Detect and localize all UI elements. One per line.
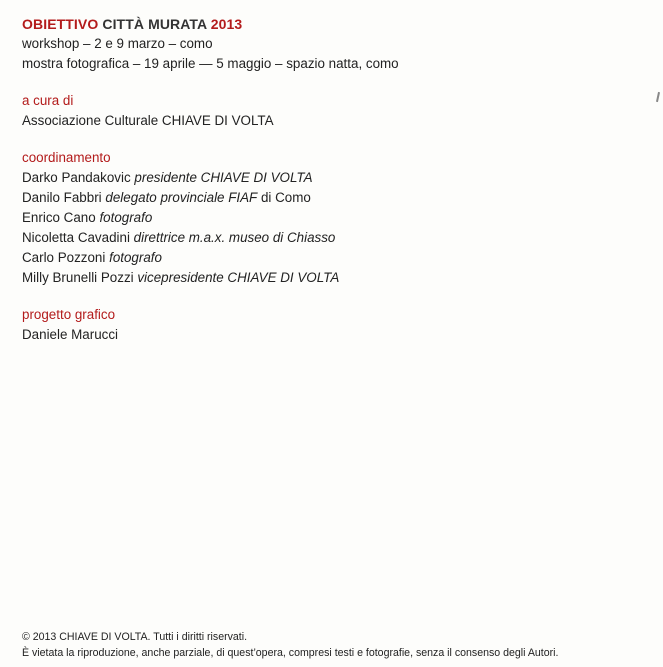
spacer bbox=[22, 74, 622, 91]
footer bbox=[22, 629, 652, 661]
coordinator-name: Danilo Fabbri bbox=[22, 190, 102, 205]
coordinator-role: fotografo bbox=[109, 250, 162, 265]
coordinator-row bbox=[22, 228, 622, 248]
coordinator-role: fotografo bbox=[99, 210, 153, 225]
coordinator-role: presidente CHIAVE DI VOLTA bbox=[134, 170, 313, 185]
spacer bbox=[22, 288, 622, 305]
coordinamento-label: coordinamento bbox=[22, 150, 111, 165]
coordinator-name: Darko Pandakovic bbox=[22, 170, 131, 185]
title-obiettivo: OBIETTIVO bbox=[22, 16, 99, 32]
coordinator-role: direttrice m.a.x. museo di Chiasso bbox=[133, 230, 336, 245]
copyright-notice: © 2013 CHIAVE DI VOLTA. Tutti i diritti riservati. bbox=[22, 631, 248, 643]
colophon-content bbox=[22, 14, 622, 345]
progetto-grafico-value: Daniele Marucci bbox=[22, 327, 119, 342]
event-title bbox=[22, 14, 622, 34]
coordinator-role: delegato provinciale FIAF bbox=[105, 190, 258, 205]
progetto-grafico-label: progetto grafico bbox=[22, 307, 116, 322]
scan-speck bbox=[656, 92, 660, 102]
coordinator-name: Carlo Pozzoni bbox=[22, 250, 106, 265]
workshop-dates: workshop – 2 e 9 marzo – como bbox=[22, 36, 213, 51]
coordinator-name: Milly Brunelli Pozzi bbox=[22, 270, 134, 285]
coordinator-row bbox=[22, 188, 622, 208]
coordinator-row bbox=[22, 248, 622, 268]
coordinator-row bbox=[22, 208, 622, 228]
exhibition-dates: mostra fotografica – 19 aprile — 5 maggio – spazio natta, como bbox=[22, 56, 399, 71]
coordinator-name: Nicoletta Cavadini bbox=[22, 230, 130, 245]
title-year: 2013 bbox=[210, 16, 243, 32]
coordinator-row bbox=[22, 268, 622, 288]
title-citta-murata: CITTÀ MURATA bbox=[102, 16, 207, 32]
coordinator-name: Enrico Cano bbox=[22, 210, 96, 225]
coordinator-role-suffix: di Como bbox=[260, 190, 311, 205]
a-cura-di-value: Associazione Culturale CHIAVE DI VOLTA bbox=[22, 113, 274, 128]
rights-notice: È vietata la riproduzione, anche parziale, di quest’opera, compresi testi e fotografie, senza il consenso degli Autori. bbox=[22, 647, 559, 659]
a-cura-di-label: a cura di bbox=[22, 93, 74, 108]
coordinator-role: vicepresidente CHIAVE DI VOLTA bbox=[137, 270, 340, 285]
coordinator-row bbox=[22, 168, 622, 188]
spacer bbox=[22, 131, 622, 148]
